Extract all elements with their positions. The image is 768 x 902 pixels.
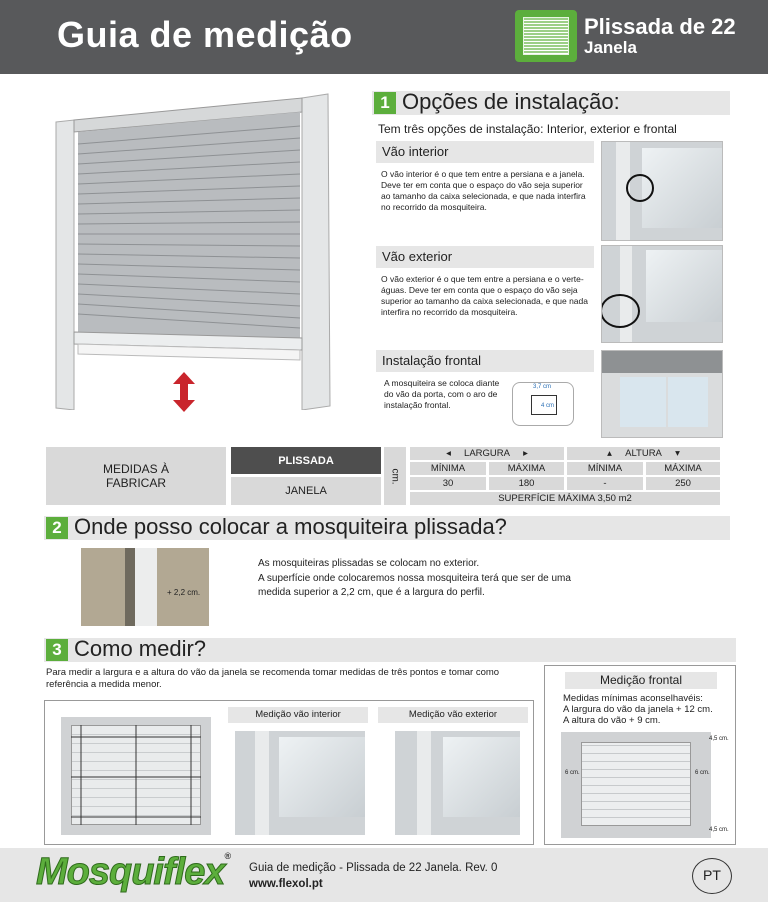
value-largura-min <box>410 477 486 490</box>
largura-min-header <box>410 462 486 475</box>
section2-line1: As mosquiteiras plissadas se colocam no exterior. <box>258 558 480 569</box>
max-label: MÁXIMA <box>507 463 546 474</box>
frontal-width-rule: A largura do vão da janela + 12 cm. <box>563 704 713 715</box>
frontal-min-label: Medidas mínimas aconselhavéis: <box>563 693 703 704</box>
interior-heading: Vão interior <box>376 141 594 163</box>
value: 30 <box>442 478 454 489</box>
frontal-measure-title: Medição frontal <box>565 672 717 689</box>
min-label: MÍNIMA <box>587 463 623 474</box>
frontal-height-rule: A altura do vão + 9 cm. <box>563 715 661 726</box>
section3-number: 3 <box>46 639 68 661</box>
value: 180 <box>518 478 535 489</box>
exterior-measure-photo <box>395 731 520 835</box>
exterior-measure-label: Medição vão exterior <box>378 707 528 723</box>
frontal-photo <box>601 350 723 438</box>
profile-width-photo <box>81 548 209 626</box>
section1-number: 1 <box>374 92 396 114</box>
section2-header <box>44 516 730 540</box>
mosquiflex-logo: Mosquiflex® <box>36 851 231 893</box>
footer-url[interactable]: www.flexol.pt <box>249 878 323 890</box>
value-largura-max <box>489 477 564 490</box>
plisse-screen-illustration <box>52 92 334 410</box>
logo-text: Mosquiflex <box>36 851 225 893</box>
frontal-dim-left: 6 cm. <box>565 770 580 776</box>
section1-title: Opções de instalação: <box>402 89 620 114</box>
max-label: MÁXIMA <box>664 463 702 474</box>
section2-line3: medida superior a 2,2 cm, que é a largura do perfil. <box>258 587 485 598</box>
up-down-arrow-icon <box>173 372 195 412</box>
type-janela-label: JANELA <box>285 485 327 497</box>
exterior-description: O vão exterior é o que tem entre a persiana e o verte-águas. Deve ter em conta que o espaço do vão seja superior ao tamanho da caixa selecionada, e que nada interfira no recorrido da mosquiteira. <box>381 274 588 317</box>
unit-label: cm. <box>389 467 401 485</box>
frontal-dim-top: 4,5 cm. <box>709 736 729 742</box>
section2-number: 2 <box>46 517 68 539</box>
exterior-heading: Vão exterior <box>376 246 594 268</box>
interior-description: O vão interior é o que tem entre a persiana e a janela. Deve ter em conta que o espaço do vão seja superior ao tamanho da caixa selecionada, e que nada interfira no recorrido da mosquiteira. <box>381 169 586 212</box>
interior-measure-label: Medição vão interior <box>228 707 368 723</box>
value-altura-max <box>646 477 720 490</box>
section3-title: Como medir? <box>74 636 207 661</box>
profile-width-dim: + 2,2 cm. <box>167 588 201 597</box>
unit-cell <box>384 447 406 505</box>
altura-max-header <box>646 462 720 475</box>
footer-doc-title: Guia de medição - Plissada de 22 Janela. Rev. 0 <box>249 862 498 874</box>
section1-header <box>372 91 730 115</box>
language-badge: PT <box>692 858 732 894</box>
value: 250 <box>675 478 691 489</box>
frontal-description: A mosquiteira se coloca diante do vão da porta, com o aro de instalação frontal. <box>384 378 500 410</box>
type-janela <box>231 477 381 505</box>
altura-header: ▴ ALTURA ▾ <box>567 447 720 460</box>
value-altura-min <box>567 477 643 490</box>
page-title: Guia de medição <box>57 14 353 55</box>
exterior-photo <box>601 245 723 343</box>
surface-max-cell <box>410 492 720 505</box>
frontal-dim-width: 3,7 cm <box>533 384 552 390</box>
largura-header: ◂ LARGURA ▸ <box>410 447 564 460</box>
interior-photo <box>601 141 723 241</box>
section2-line2: A superfície onde colocaremos nossa mosquiteira terá que ser de uma <box>258 573 571 584</box>
measures-label-cell <box>46 447 226 505</box>
type-plissada <box>231 447 381 474</box>
interior-measure-photo <box>235 731 365 835</box>
section2-title: Onde posso colocar a mosquiteira plissada? <box>74 514 507 539</box>
altura-min-header <box>567 462 643 475</box>
frontal-dim-depth: 4 cm <box>541 403 555 409</box>
three-point-measure-diagram <box>61 717 211 835</box>
measure-diagrams-box <box>44 700 534 845</box>
largura-label: LARGURA <box>464 448 510 459</box>
section3-intro: Para medir a largura e a altura do vão da janela se recomenda tomar medidas de três pontos e tomar como referência a medida menor. <box>46 667 500 690</box>
frontal-measure-diagram <box>561 732 711 838</box>
page-header <box>0 0 768 74</box>
altura-label: ALTURA <box>625 448 662 459</box>
mesh-product-icon <box>515 10 577 62</box>
frontal-profile-diagram <box>512 382 574 426</box>
type-plissada-label: PLISSADA <box>278 454 334 467</box>
frontal-measure-box <box>544 665 736 845</box>
value: - <box>603 478 607 489</box>
section1-intro: Tem três opções de instalação: Interior, exterior e frontal <box>378 122 677 136</box>
frontal-heading: Instalação frontal <box>376 350 594 372</box>
frontal-dim-right: 6 cm. <box>695 770 710 776</box>
product-name: Plissada de 22 <box>584 14 736 39</box>
min-label: MÍNIMA <box>430 463 466 474</box>
measures-label: MEDIDAS À FABRICAR <box>102 462 169 490</box>
surface-max: SUPERFÍCIE MÁXIMA 3,50 m2 <box>498 493 632 504</box>
largura-max-header <box>489 462 564 475</box>
section3-header <box>44 638 736 662</box>
product-type: Janela <box>584 38 637 57</box>
frontal-dim-bottom: 4,5 cm. <box>709 827 729 833</box>
